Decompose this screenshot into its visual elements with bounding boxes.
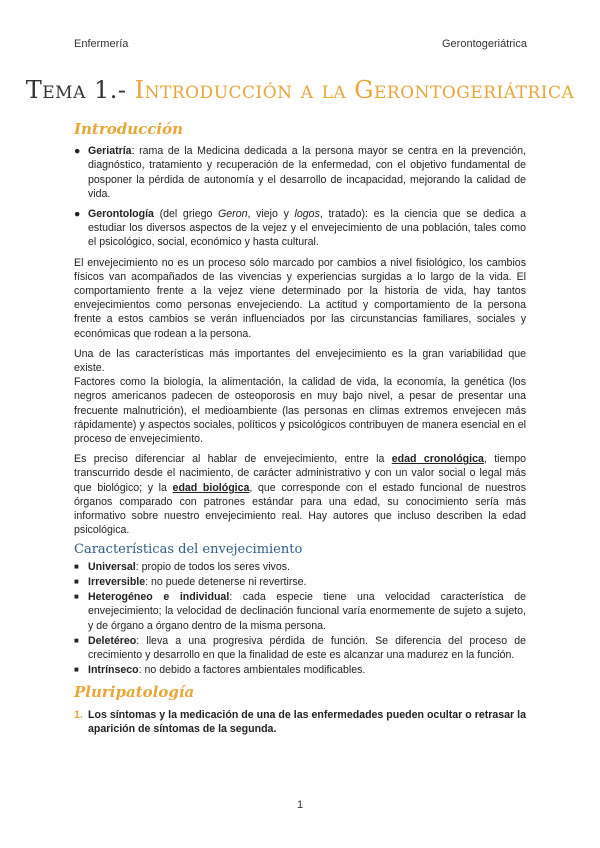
- header-subject: Enfermería: [74, 38, 129, 50]
- paragraph-envejecimiento: El envejecimiento no es un proceso sólo marcado por cambios a nivel fisiológico, los cambios físicos van acompañados de las vivencias y experiencias surgidas a lo largo de la vida. El comportamiento frente a la vejez viene determinado por la historia de vida, hay tantos envejecimientos como personas envejeciendo. La actitud y comportamiento de la persona frente a estos cambios se verán influenciados por las circunstancias familiares, sociales y económicas que rodean a la persona.: [74, 256, 526, 340]
- document-body: [74, 122, 526, 736]
- item-number: 1.: [74, 708, 83, 721]
- item-term: Deletéreo: [88, 634, 137, 647]
- term-gerontologia: Gerontología: [88, 208, 154, 221]
- item-text: : no puede detenerse ni revertirse.: [145, 575, 307, 588]
- pluripatologia-list: [74, 708, 526, 736]
- definition-part: (del griego: [153, 208, 219, 221]
- bullet-dot-icon: ●: [74, 208, 81, 221]
- word-logos: logos: [294, 208, 320, 221]
- text-part: Es preciso diferenciar al hablar de envejecimiento, entre la: [74, 453, 392, 466]
- item-term: Universal: [88, 560, 136, 573]
- page-title: [0, 76, 600, 104]
- item-term: Heterogéneo e individual: [88, 591, 230, 604]
- item-text: Los síntomas y la medicación de una de las enfermedades pueden ocultar o retrasar la aparición de síntomas de la segunda.: [88, 708, 526, 735]
- title-main: Introducción a la Gerontogeriátrica: [126, 76, 575, 104]
- list-item: [74, 663, 526, 677]
- item-term: Irreversible: [88, 575, 146, 588]
- definition-part: , viejo y: [247, 208, 295, 221]
- item-text: : cada especie tiene una velocidad característica de envejecimiento; la velocidad de declinación funcional varía enormemente de sujeto a sujeto, y de órgano a órgano dentro de la misma persona.: [88, 591, 526, 632]
- text-part: , tiempo transcurrido desde el nacimiento, de carácter administrativo y con un valor social o legal más que biológico; y la: [74, 453, 526, 494]
- item-text: : propio de todos los seres vivos.: [135, 560, 290, 573]
- term-edad-cronologica: edad cronológica: [391, 453, 484, 466]
- paragraph-edades: [74, 452, 526, 537]
- bullet-square-icon: ■: [74, 592, 79, 602]
- list-item: [74, 575, 526, 589]
- bullet-square-icon: ■: [74, 665, 79, 675]
- characteristics-list: [74, 560, 526, 678]
- text-part: , que corresponde con el estado funcional de nuestros órganos comparado con patrones estándar para una edad, su conocimiento sería más informativo sobre nuestro envejecimiento real. Hay autores que incluso describen la edad psicológica.: [74, 481, 526, 537]
- list-item: [74, 708, 526, 736]
- item-text: : lleva a una progresiva pérdida de función. Se diferencia del proceso de crecimiento y desarrollo en que la finalidad de este es alcanzar una madurez en la función.: [88, 634, 526, 661]
- list-item: [74, 634, 526, 662]
- term-geriatria: Geriatría: [88, 145, 132, 158]
- header-course: Gerontogeriátrica: [442, 38, 527, 50]
- definition-part: , tratado): es la ciencia que se dedica a estudiar los diversos aspectos de la vejez y el envejecimiento de una población, tales como el psicológico, social, económico y hasta cultural.: [88, 208, 527, 249]
- bullet-square-icon: ■: [74, 576, 79, 586]
- subheading-caracteristicas: Características del envejecimiento: [74, 542, 303, 558]
- word-geron: Geron: [218, 208, 248, 221]
- bullet-square-icon: ■: [74, 635, 79, 645]
- list-item-gerontologia: [74, 207, 526, 250]
- section-heading-pluripatologia: Pluripatología: [74, 683, 195, 702]
- bullet-dot-icon: ●: [74, 145, 81, 158]
- definition-geriatria: : rama de la Medicina dedicada a la persona mayor se centra en la prevención, diagnóstico, tratamiento y recuperación de la enfermedad, con el objetivo fundamental de posponer la pérdida de autonomía y el desarrollo de incapacidad, mejorando la calidad de vida.: [88, 145, 526, 200]
- paragraph-factores: Factores como la biología, la alimentación, la calidad de vida, la economía, la genética (los negros americanos padecen de osteoporosis en muy bajo nivel, a pesar de presentar una frecuente malnutrición), el medioambiente (las personas en climas extremos envejecen más rápidamente) y aspectos sociales, políticos y psicológicos contribuyen de manera esencial en el proceso de envejecimiento.: [74, 376, 526, 446]
- section-heading-introduccion: Introducción: [74, 120, 184, 138]
- definitions-list: [74, 144, 526, 249]
- item-text: : no debido a factores ambientales modificables.: [138, 664, 366, 677]
- page-number: 1: [296, 799, 304, 811]
- title-prefix: Tema 1.-: [25, 76, 127, 104]
- bullet-square-icon: ■: [74, 561, 79, 571]
- list-item-geriatria: [74, 144, 526, 201]
- paragraph-variabilidad: Una de las características más importantes del envejecimiento es la gran variabilidad que existe.: [74, 347, 526, 375]
- list-item: [74, 590, 526, 633]
- term-edad-biologica: edad biológica: [172, 481, 250, 494]
- item-term: Intrínseco: [88, 664, 139, 677]
- list-item: [74, 560, 526, 574]
